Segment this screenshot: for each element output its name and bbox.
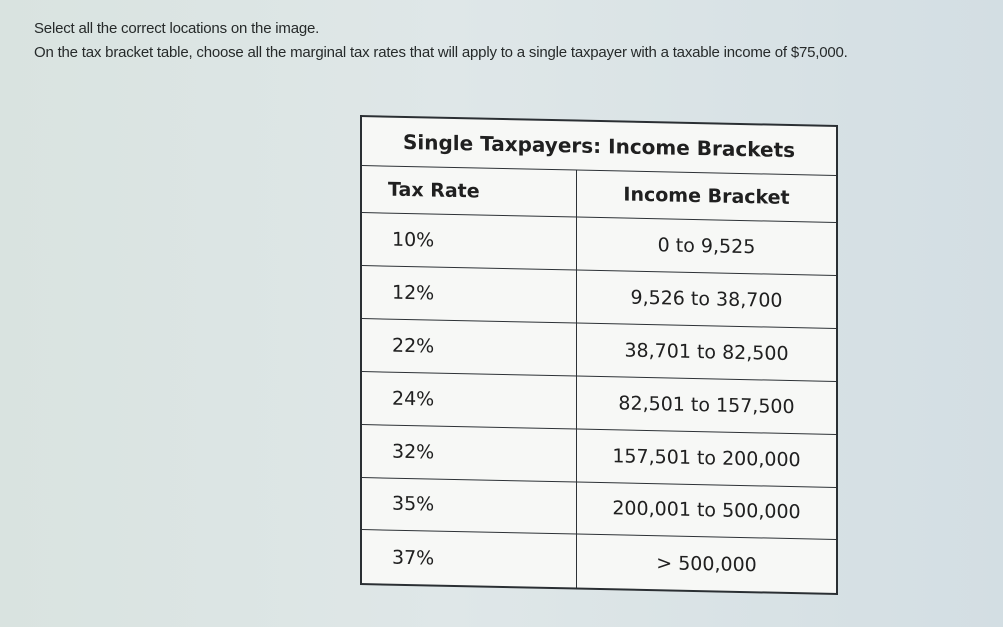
table-title: Single Taxpayers: Income Brackets	[361, 116, 837, 175]
rate-cell-24[interactable]: 24%	[361, 371, 577, 428]
rate-cell-37[interactable]: 37%	[361, 530, 577, 589]
instruction-text: Select all the correct locations on the image.	[34, 20, 320, 37]
rate-cell-12[interactable]: 12%	[361, 265, 577, 322]
bracket-cell-12[interactable]: 9,526 to 38,700	[577, 270, 838, 328]
table-row	[361, 530, 837, 594]
rate-cell-10[interactable]: 10%	[361, 213, 577, 270]
header-income-bracket: Income Bracket	[577, 170, 838, 222]
bracket-cell-22[interactable]: 38,701 to 82,500	[577, 323, 838, 381]
question-text: On the tax bracket table, choose all the marginal tax rates that will apply to a single taxpayer with a taxable income of $75,000.	[34, 44, 848, 61]
rate-cell-32[interactable]: 32%	[361, 424, 577, 481]
bracket-cell-10[interactable]: 0 to 9,525	[577, 217, 838, 275]
tax-bracket-table-container	[360, 115, 838, 595]
tax-bracket-table	[360, 115, 838, 595]
bracket-cell-24[interactable]: 82,501 to 157,500	[577, 376, 838, 434]
rate-cell-22[interactable]: 22%	[361, 318, 577, 375]
header-tax-rate: Tax Rate	[361, 166, 577, 218]
bracket-cell-35[interactable]: 200,001 to 500,000	[577, 482, 838, 540]
bracket-cell-37[interactable]: > 500,000	[577, 534, 838, 594]
rate-cell-35[interactable]: 35%	[361, 477, 577, 534]
bracket-cell-32[interactable]: 157,501 to 200,000	[577, 429, 838, 487]
